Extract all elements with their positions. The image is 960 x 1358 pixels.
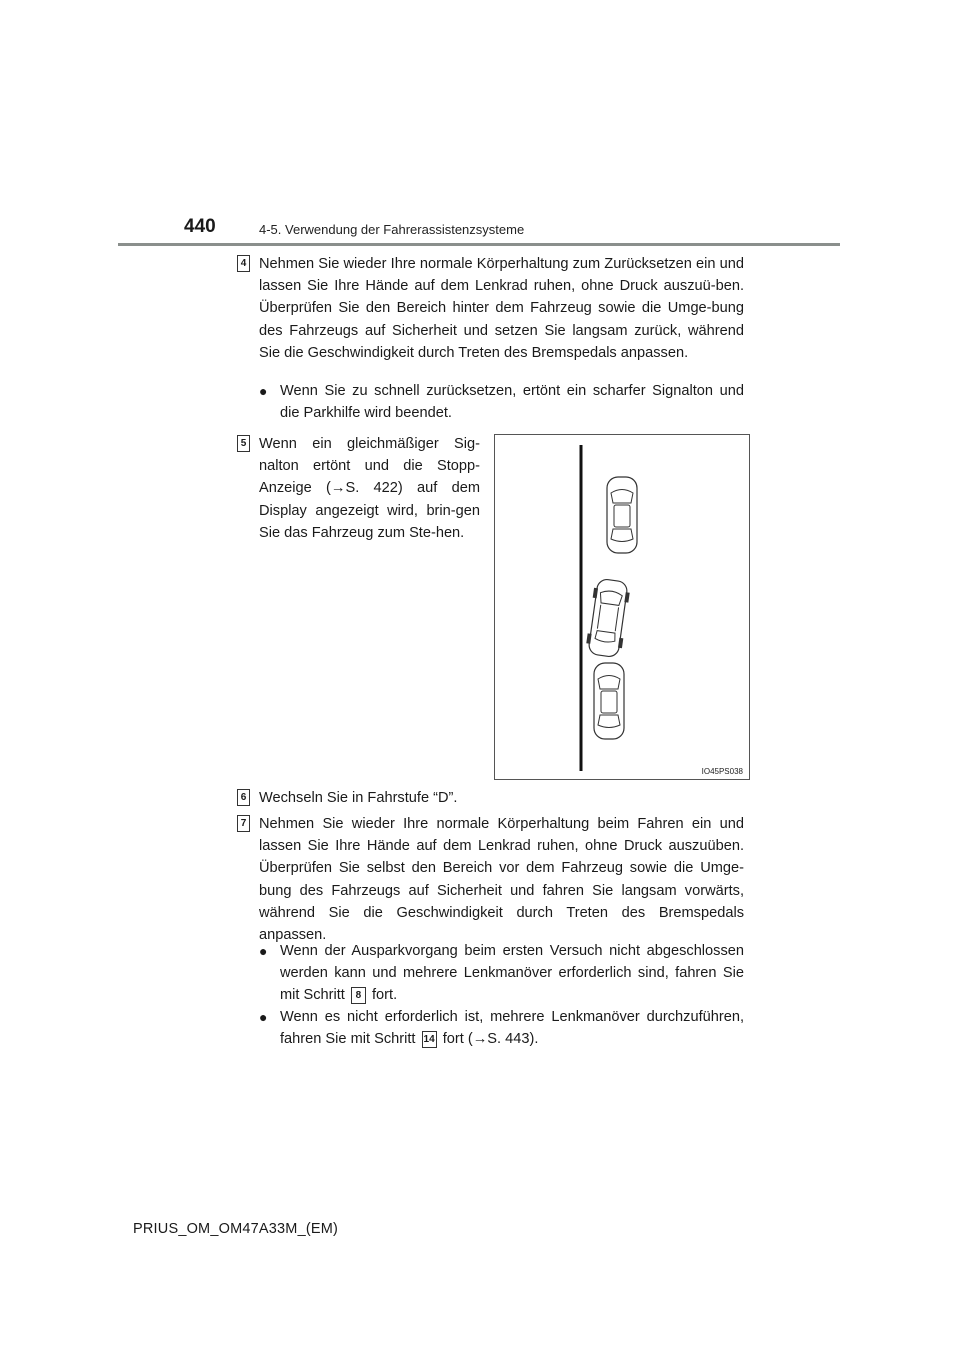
page-number: 440 (184, 216, 216, 237)
step-7-bullet-1 (259, 940, 744, 1007)
section-title: 4-5. Verwendung der Fahrerassistenzsysteme (259, 222, 525, 237)
step-7-bullet-1-text: Wenn der Ausparkvorgang beim ersten Versuch nicht abgeschlossen werden kann und mehrere Lenkmanöver erforderlich sind, fahren Sie mit Schritt 8 fort. (280, 943, 744, 1004)
step-4-bullet (259, 380, 744, 424)
step-ref-14[interactable]: 14 (422, 1031, 437, 1048)
bullet-icon: ● (259, 383, 268, 399)
maneuvering-car-icon (585, 578, 631, 658)
bullet-icon: ● (259, 1009, 268, 1025)
header-rule (118, 243, 840, 246)
step-number-5: 5 (237, 435, 250, 452)
step-5-text: Wenn ein gleichmäßiger Sig-nalton ertönt und die Stopp-Anzeige (→S. 422) auf dem Display angezeigt wird, brin-gen Sie das Fahrzeug zum Ste-hen. (259, 436, 480, 541)
step-4-bullet-text: Wenn Sie zu schnell zurücksetzen, ertönt ein scharfer Signalton und die Parkhilfe wird beendet. (280, 383, 744, 422)
footer-document-code: PRIUS_OM_OM47A33M_(EM) (133, 1221, 339, 1237)
step-6-text: Wechseln Sie in Fahrstufe “D”. (259, 790, 458, 806)
bullet-icon: ● (259, 943, 268, 959)
parked-car-front-icon (607, 477, 637, 553)
step-7-bullet-2 (259, 1006, 744, 1050)
step-number-4: 4 (237, 255, 250, 272)
step-ref-8[interactable]: 8 (351, 987, 366, 1004)
step-7-text: Nehmen Sie wieder Ihre normale Körperhaltung beim Fahren ein und lassen Sie Ihre Hände auf dem Lenkrad ruhen, ohne Druck auszuüben. Überprüfen Sie selbst den Bereich vor dem Fahrzeug sowie die Umge-bung des Fahrzeugs auf Sicherheit und fahren Sie langsam vorwärts, während Sie die Geschwindigkeit durch Treten des Bremspedals anpassen. (259, 816, 744, 944)
parking-diagram (495, 435, 749, 779)
figure-code: IO45PS038 (701, 767, 743, 776)
step-7-bullet-2-text: Wenn es nicht erforderlich ist, mehrere Lenkmanöver durchzuführen, fahren Sie mit Schritt 14 fort (→S. 443). (280, 1009, 744, 1048)
parking-illustration (494, 434, 750, 780)
parked-car-rear-icon (594, 663, 624, 739)
step-number-7: 7 (237, 815, 250, 832)
step-number-6: 6 (237, 789, 250, 806)
step-4-text: Nehmen Sie wieder Ihre normale Körperhaltung zum Zurücksetzen ein und lassen Sie Ihre Hände auf dem Lenkrad ruhen, ohne Druck auszuü-ben. Überprüfen Sie den Bereich hinter dem Fahrzeug sowie die Umge-bung des Fahrzeugs auf Sicherheit und setzen Sie langsam zurück, während Sie die Geschwindigkeit durch Treten des Bremspedals anpassen. (259, 256, 744, 361)
